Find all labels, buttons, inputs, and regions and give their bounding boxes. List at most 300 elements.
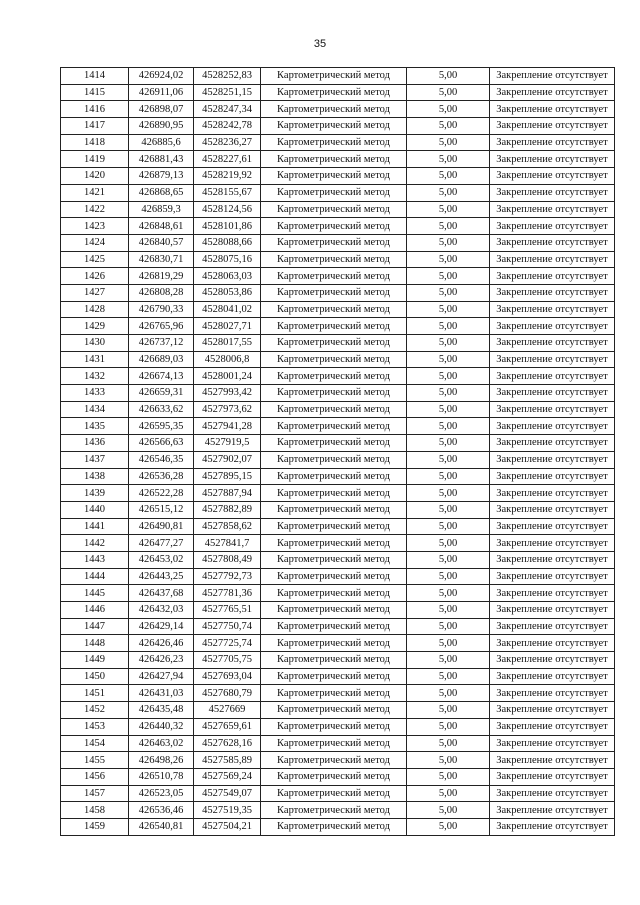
x-coordinate-cell: 426536,28 bbox=[129, 468, 194, 485]
fixation-cell: Закрепление отсутствует bbox=[490, 318, 615, 335]
point-number-cell: 1437 bbox=[61, 451, 129, 468]
method-cell: Картометрический метод bbox=[261, 501, 407, 518]
table-row bbox=[61, 602, 615, 619]
x-coordinate-cell: 426848,61 bbox=[129, 218, 194, 235]
table-row bbox=[61, 451, 615, 468]
method-cell: Картометрический метод bbox=[261, 284, 407, 301]
y-coordinate-cell: 4528063,03 bbox=[194, 268, 261, 285]
point-number-cell: 1418 bbox=[61, 134, 129, 151]
method-cell: Картометрический метод bbox=[261, 535, 407, 552]
method-cell: Картометрический метод bbox=[261, 518, 407, 535]
method-cell: Картометрический метод bbox=[261, 585, 407, 602]
y-coordinate-cell: 4527680,79 bbox=[194, 685, 261, 702]
y-coordinate-cell: 4527705,75 bbox=[194, 652, 261, 669]
accuracy-cell: 5,00 bbox=[407, 268, 490, 285]
y-coordinate-cell: 4527585,89 bbox=[194, 752, 261, 769]
method-cell: Картометрический метод bbox=[261, 368, 407, 385]
fixation-cell: Закрепление отсутствует bbox=[490, 652, 615, 669]
accuracy-cell: 5,00 bbox=[407, 718, 490, 735]
accuracy-cell: 5,00 bbox=[407, 201, 490, 218]
y-coordinate-cell: 4527781,36 bbox=[194, 585, 261, 602]
point-number-cell: 1416 bbox=[61, 101, 129, 118]
x-coordinate-cell: 426595,35 bbox=[129, 418, 194, 435]
y-coordinate-cell: 4527808,49 bbox=[194, 551, 261, 568]
point-number-cell: 1414 bbox=[61, 68, 129, 85]
x-coordinate-cell: 426808,28 bbox=[129, 284, 194, 301]
accuracy-cell: 5,00 bbox=[407, 118, 490, 135]
fixation-cell: Закрепление отсутствует bbox=[490, 602, 615, 619]
fixation-cell: Закрепление отсутствует bbox=[490, 435, 615, 452]
x-coordinate-cell: 426498,26 bbox=[129, 752, 194, 769]
method-cell: Картометрический метод bbox=[261, 818, 407, 835]
accuracy-cell: 5,00 bbox=[407, 251, 490, 268]
page-number: 35 bbox=[313, 38, 327, 50]
table-row bbox=[61, 335, 615, 352]
x-coordinate-cell: 426463,02 bbox=[129, 735, 194, 752]
method-cell: Картометрический метод bbox=[261, 101, 407, 118]
accuracy-cell: 5,00 bbox=[407, 685, 490, 702]
fixation-cell: Закрепление отсутствует bbox=[490, 301, 615, 318]
x-coordinate-cell: 426426,23 bbox=[129, 652, 194, 669]
y-coordinate-cell: 4527750,74 bbox=[194, 618, 261, 635]
table-row bbox=[61, 618, 615, 635]
table-row bbox=[61, 485, 615, 502]
accuracy-cell: 5,00 bbox=[407, 385, 490, 402]
point-number-cell: 1450 bbox=[61, 668, 129, 685]
point-number-cell: 1454 bbox=[61, 735, 129, 752]
fixation-cell: Закрепление отсутствует bbox=[490, 702, 615, 719]
y-coordinate-cell: 4527895,15 bbox=[194, 468, 261, 485]
x-coordinate-cell: 426515,12 bbox=[129, 501, 194, 518]
method-cell: Картометрический метод bbox=[261, 351, 407, 368]
table-row bbox=[61, 702, 615, 719]
x-coordinate-cell: 426868,65 bbox=[129, 184, 194, 201]
coordinates-table bbox=[60, 67, 615, 836]
y-coordinate-cell: 4527941,28 bbox=[194, 418, 261, 435]
x-coordinate-cell: 426633,62 bbox=[129, 401, 194, 418]
fixation-cell: Закрепление отсутствует bbox=[490, 168, 615, 185]
x-coordinate-cell: 426898,07 bbox=[129, 101, 194, 118]
point-number-cell: 1423 bbox=[61, 218, 129, 235]
method-cell: Картометрический метод bbox=[261, 802, 407, 819]
y-coordinate-cell: 4528242,78 bbox=[194, 118, 261, 135]
table-row bbox=[61, 101, 615, 118]
point-number-cell: 1424 bbox=[61, 234, 129, 251]
point-number-cell: 1415 bbox=[61, 84, 129, 101]
accuracy-cell: 5,00 bbox=[407, 451, 490, 468]
y-coordinate-cell: 4527993,42 bbox=[194, 385, 261, 402]
fixation-cell: Закрепление отсутствует bbox=[490, 501, 615, 518]
accuracy-cell: 5,00 bbox=[407, 702, 490, 719]
y-coordinate-cell: 4528041,02 bbox=[194, 301, 261, 318]
x-coordinate-cell: 426819,29 bbox=[129, 268, 194, 285]
fixation-cell: Закрепление отсутствует bbox=[490, 618, 615, 635]
y-coordinate-cell: 4528124,56 bbox=[194, 201, 261, 218]
accuracy-cell: 5,00 bbox=[407, 668, 490, 685]
fixation-cell: Закрепление отсутствует bbox=[490, 802, 615, 819]
method-cell: Картометрический метод bbox=[261, 785, 407, 802]
fixation-cell: Закрепление отсутствует bbox=[490, 768, 615, 785]
accuracy-cell: 5,00 bbox=[407, 301, 490, 318]
point-number-cell: 1449 bbox=[61, 652, 129, 669]
table-row bbox=[61, 668, 615, 685]
accuracy-cell: 5,00 bbox=[407, 401, 490, 418]
fixation-cell: Закрепление отсутствует bbox=[490, 585, 615, 602]
fixation-cell: Закрепление отсутствует bbox=[490, 785, 615, 802]
method-cell: Картометрический метод bbox=[261, 184, 407, 201]
point-number-cell: 1456 bbox=[61, 768, 129, 785]
point-number-cell: 1433 bbox=[61, 385, 129, 402]
x-coordinate-cell: 426429,14 bbox=[129, 618, 194, 635]
table-row bbox=[61, 535, 615, 552]
x-coordinate-cell: 426522,28 bbox=[129, 485, 194, 502]
fixation-cell: Закрепление отсутствует bbox=[490, 418, 615, 435]
table-row bbox=[61, 585, 615, 602]
table-row bbox=[61, 635, 615, 652]
accuracy-cell: 5,00 bbox=[407, 418, 490, 435]
fixation-cell: Закрепление отсутствует bbox=[490, 718, 615, 735]
method-cell: Картометрический метод bbox=[261, 134, 407, 151]
fixation-cell: Закрепление отсутствует bbox=[490, 485, 615, 502]
x-coordinate-cell: 426911,06 bbox=[129, 84, 194, 101]
y-coordinate-cell: 4527519,35 bbox=[194, 802, 261, 819]
table-row bbox=[61, 518, 615, 535]
accuracy-cell: 5,00 bbox=[407, 501, 490, 518]
x-coordinate-cell: 426830,71 bbox=[129, 251, 194, 268]
x-coordinate-cell: 426546,35 bbox=[129, 451, 194, 468]
y-coordinate-cell: 4527549,07 bbox=[194, 785, 261, 802]
accuracy-cell: 5,00 bbox=[407, 818, 490, 835]
y-coordinate-cell: 4528053,86 bbox=[194, 284, 261, 301]
x-coordinate-cell: 426840,57 bbox=[129, 234, 194, 251]
point-number-cell: 1451 bbox=[61, 685, 129, 702]
table-row bbox=[61, 718, 615, 735]
point-number-cell: 1436 bbox=[61, 435, 129, 452]
y-coordinate-cell: 4528006,8 bbox=[194, 351, 261, 368]
accuracy-cell: 5,00 bbox=[407, 284, 490, 301]
table-row bbox=[61, 818, 615, 835]
y-coordinate-cell: 4528155,67 bbox=[194, 184, 261, 201]
method-cell: Картометрический метод bbox=[261, 568, 407, 585]
table-row bbox=[61, 151, 615, 168]
accuracy-cell: 5,00 bbox=[407, 618, 490, 635]
x-coordinate-cell: 426426,46 bbox=[129, 635, 194, 652]
point-number-cell: 1427 bbox=[61, 284, 129, 301]
table-row bbox=[61, 551, 615, 568]
method-cell: Картометрический метод bbox=[261, 468, 407, 485]
accuracy-cell: 5,00 bbox=[407, 551, 490, 568]
method-cell: Картометрический метод bbox=[261, 485, 407, 502]
method-cell: Картометрический метод bbox=[261, 702, 407, 719]
table-row bbox=[61, 234, 615, 251]
fixation-cell: Закрепление отсутствует bbox=[490, 385, 615, 402]
table-row bbox=[61, 768, 615, 785]
table-row bbox=[61, 368, 615, 385]
fixation-cell: Закрепление отсутствует bbox=[490, 218, 615, 235]
point-number-cell: 1421 bbox=[61, 184, 129, 201]
point-number-cell: 1441 bbox=[61, 518, 129, 535]
point-number-cell: 1420 bbox=[61, 168, 129, 185]
method-cell: Картометрический метод bbox=[261, 234, 407, 251]
method-cell: Картометрический метод bbox=[261, 68, 407, 85]
table-row bbox=[61, 568, 615, 585]
fixation-cell: Закрепление отсутствует bbox=[490, 685, 615, 702]
point-number-cell: 1448 bbox=[61, 635, 129, 652]
table-row bbox=[61, 351, 615, 368]
method-cell: Картометрический метод bbox=[261, 551, 407, 568]
fixation-cell: Закрепление отсутствует bbox=[490, 535, 615, 552]
table-row bbox=[61, 418, 615, 435]
table-row bbox=[61, 284, 615, 301]
y-coordinate-cell: 4528227,61 bbox=[194, 151, 261, 168]
y-coordinate-cell: 4527887,94 bbox=[194, 485, 261, 502]
y-coordinate-cell: 4527841,7 bbox=[194, 535, 261, 552]
x-coordinate-cell: 426737,12 bbox=[129, 335, 194, 352]
table-row bbox=[61, 652, 615, 669]
y-coordinate-cell: 4527902,07 bbox=[194, 451, 261, 468]
x-coordinate-cell: 426523,05 bbox=[129, 785, 194, 802]
fixation-cell: Закрепление отсутствует bbox=[490, 668, 615, 685]
x-coordinate-cell: 426885,6 bbox=[129, 134, 194, 151]
y-coordinate-cell: 4528017,55 bbox=[194, 335, 261, 352]
accuracy-cell: 5,00 bbox=[407, 802, 490, 819]
method-cell: Картометрический метод bbox=[261, 451, 407, 468]
point-number-cell: 1438 bbox=[61, 468, 129, 485]
point-number-cell: 1458 bbox=[61, 802, 129, 819]
table-row bbox=[61, 385, 615, 402]
coordinates-table-body bbox=[61, 68, 615, 836]
method-cell: Картометрический метод bbox=[261, 401, 407, 418]
x-coordinate-cell: 426890,95 bbox=[129, 118, 194, 135]
x-coordinate-cell: 426674,13 bbox=[129, 368, 194, 385]
x-coordinate-cell: 426510,78 bbox=[129, 768, 194, 785]
accuracy-cell: 5,00 bbox=[407, 234, 490, 251]
fixation-cell: Закрепление отсутствует bbox=[490, 151, 615, 168]
fixation-cell: Закрепление отсутствует bbox=[490, 451, 615, 468]
y-coordinate-cell: 4527919,5 bbox=[194, 435, 261, 452]
x-coordinate-cell: 426689,03 bbox=[129, 351, 194, 368]
method-cell: Картометрический метод bbox=[261, 301, 407, 318]
x-coordinate-cell: 426881,43 bbox=[129, 151, 194, 168]
table-row bbox=[61, 84, 615, 101]
x-coordinate-cell: 426566,63 bbox=[129, 435, 194, 452]
method-cell: Картометрический метод bbox=[261, 635, 407, 652]
fixation-cell: Закрепление отсутствует bbox=[490, 351, 615, 368]
table-row bbox=[61, 468, 615, 485]
x-coordinate-cell: 426435,48 bbox=[129, 702, 194, 719]
x-coordinate-cell: 426427,94 bbox=[129, 668, 194, 685]
fixation-cell: Закрепление отсутствует bbox=[490, 568, 615, 585]
table-row bbox=[61, 735, 615, 752]
fixation-cell: Закрепление отсутствует bbox=[490, 134, 615, 151]
point-number-cell: 1443 bbox=[61, 551, 129, 568]
fixation-cell: Закрепление отсутствует bbox=[490, 68, 615, 85]
y-coordinate-cell: 4527669 bbox=[194, 702, 261, 719]
point-number-cell: 1417 bbox=[61, 118, 129, 135]
y-coordinate-cell: 4528001,24 bbox=[194, 368, 261, 385]
method-cell: Картометрический метод bbox=[261, 151, 407, 168]
accuracy-cell: 5,00 bbox=[407, 635, 490, 652]
method-cell: Картометрический метод bbox=[261, 435, 407, 452]
point-number-cell: 1430 bbox=[61, 335, 129, 352]
y-coordinate-cell: 4527882,89 bbox=[194, 501, 261, 518]
accuracy-cell: 5,00 bbox=[407, 84, 490, 101]
fixation-cell: Закрепление отсутствует bbox=[490, 118, 615, 135]
accuracy-cell: 5,00 bbox=[407, 68, 490, 85]
point-number-cell: 1422 bbox=[61, 201, 129, 218]
method-cell: Картометрический метод bbox=[261, 735, 407, 752]
y-coordinate-cell: 4527973,62 bbox=[194, 401, 261, 418]
table-row bbox=[61, 802, 615, 819]
point-number-cell: 1432 bbox=[61, 368, 129, 385]
x-coordinate-cell: 426490,81 bbox=[129, 518, 194, 535]
x-coordinate-cell: 426432,03 bbox=[129, 602, 194, 619]
method-cell: Картометрический метод bbox=[261, 168, 407, 185]
method-cell: Картометрический метод bbox=[261, 685, 407, 702]
point-number-cell: 1439 bbox=[61, 485, 129, 502]
y-coordinate-cell: 4528236,27 bbox=[194, 134, 261, 151]
point-number-cell: 1444 bbox=[61, 568, 129, 585]
accuracy-cell: 5,00 bbox=[407, 652, 490, 669]
method-cell: Картометрический метод bbox=[261, 201, 407, 218]
accuracy-cell: 5,00 bbox=[407, 151, 490, 168]
point-number-cell: 1442 bbox=[61, 535, 129, 552]
accuracy-cell: 5,00 bbox=[407, 535, 490, 552]
table-row bbox=[61, 752, 615, 769]
x-coordinate-cell: 426859,3 bbox=[129, 201, 194, 218]
accuracy-cell: 5,00 bbox=[407, 335, 490, 352]
fixation-cell: Закрепление отсутствует bbox=[490, 752, 615, 769]
fixation-cell: Закрепление отсутствует bbox=[490, 818, 615, 835]
method-cell: Картометрический метод bbox=[261, 418, 407, 435]
method-cell: Картометрический метод bbox=[261, 335, 407, 352]
y-coordinate-cell: 4527504,21 bbox=[194, 818, 261, 835]
x-coordinate-cell: 426440,32 bbox=[129, 718, 194, 735]
table-row bbox=[61, 785, 615, 802]
y-coordinate-cell: 4527792,73 bbox=[194, 568, 261, 585]
fixation-cell: Закрепление отсутствует bbox=[490, 268, 615, 285]
method-cell: Картометрический метод bbox=[261, 268, 407, 285]
point-number-cell: 1419 bbox=[61, 151, 129, 168]
method-cell: Картометрический метод bbox=[261, 718, 407, 735]
x-coordinate-cell: 426453,02 bbox=[129, 551, 194, 568]
point-number-cell: 1453 bbox=[61, 718, 129, 735]
y-coordinate-cell: 4527725,74 bbox=[194, 635, 261, 652]
method-cell: Картометрический метод bbox=[261, 618, 407, 635]
point-number-cell: 1447 bbox=[61, 618, 129, 635]
accuracy-cell: 5,00 bbox=[407, 768, 490, 785]
table-row bbox=[61, 201, 615, 218]
accuracy-cell: 5,00 bbox=[407, 134, 490, 151]
fixation-cell: Закрепление отсутствует bbox=[490, 468, 615, 485]
x-coordinate-cell: 426536,46 bbox=[129, 802, 194, 819]
table-row bbox=[61, 184, 615, 201]
method-cell: Картометрический метод bbox=[261, 652, 407, 669]
point-number-cell: 1425 bbox=[61, 251, 129, 268]
accuracy-cell: 5,00 bbox=[407, 101, 490, 118]
point-number-cell: 1446 bbox=[61, 602, 129, 619]
accuracy-cell: 5,00 bbox=[407, 218, 490, 235]
accuracy-cell: 5,00 bbox=[407, 168, 490, 185]
point-number-cell: 1426 bbox=[61, 268, 129, 285]
y-coordinate-cell: 4528075,16 bbox=[194, 251, 261, 268]
method-cell: Картометрический метод bbox=[261, 385, 407, 402]
table-row bbox=[61, 134, 615, 151]
y-coordinate-cell: 4527628,16 bbox=[194, 735, 261, 752]
accuracy-cell: 5,00 bbox=[407, 184, 490, 201]
fixation-cell: Закрепление отсутствует bbox=[490, 184, 615, 201]
x-coordinate-cell: 426540,81 bbox=[129, 818, 194, 835]
x-coordinate-cell: 426924,02 bbox=[129, 68, 194, 85]
table-row bbox=[61, 218, 615, 235]
table-row bbox=[61, 301, 615, 318]
point-number-cell: 1435 bbox=[61, 418, 129, 435]
fixation-cell: Закрепление отсутствует bbox=[490, 84, 615, 101]
x-coordinate-cell: 426765,96 bbox=[129, 318, 194, 335]
accuracy-cell: 5,00 bbox=[407, 568, 490, 585]
method-cell: Картометрический метод bbox=[261, 318, 407, 335]
x-coordinate-cell: 426443,25 bbox=[129, 568, 194, 585]
fixation-cell: Закрепление отсутствует bbox=[490, 335, 615, 352]
y-coordinate-cell: 4528088,66 bbox=[194, 234, 261, 251]
fixation-cell: Закрепление отсутствует bbox=[490, 735, 615, 752]
method-cell: Картометрический метод bbox=[261, 84, 407, 101]
accuracy-cell: 5,00 bbox=[407, 468, 490, 485]
table-row bbox=[61, 118, 615, 135]
accuracy-cell: 5,00 bbox=[407, 602, 490, 619]
fixation-cell: Закрепление отсутствует bbox=[490, 518, 615, 535]
fixation-cell: Закрепление отсутствует bbox=[490, 101, 615, 118]
point-number-cell: 1445 bbox=[61, 585, 129, 602]
y-coordinate-cell: 4528251,15 bbox=[194, 84, 261, 101]
point-number-cell: 1428 bbox=[61, 301, 129, 318]
accuracy-cell: 5,00 bbox=[407, 318, 490, 335]
y-coordinate-cell: 4528027,71 bbox=[194, 318, 261, 335]
point-number-cell: 1431 bbox=[61, 351, 129, 368]
fixation-cell: Закрепление отсутствует bbox=[490, 234, 615, 251]
y-coordinate-cell: 4527659,61 bbox=[194, 718, 261, 735]
y-coordinate-cell: 4528252,83 bbox=[194, 68, 261, 85]
method-cell: Картометрический метод bbox=[261, 602, 407, 619]
point-number-cell: 1440 bbox=[61, 501, 129, 518]
fixation-cell: Закрепление отсутствует bbox=[490, 551, 615, 568]
y-coordinate-cell: 4527569,24 bbox=[194, 768, 261, 785]
method-cell: Картометрический метод bbox=[261, 251, 407, 268]
accuracy-cell: 5,00 bbox=[407, 735, 490, 752]
fixation-cell: Закрепление отсутствует bbox=[490, 635, 615, 652]
accuracy-cell: 5,00 bbox=[407, 368, 490, 385]
accuracy-cell: 5,00 bbox=[407, 435, 490, 452]
y-coordinate-cell: 4527765,51 bbox=[194, 602, 261, 619]
method-cell: Картометрический метод bbox=[261, 218, 407, 235]
fixation-cell: Закрепление отсутствует bbox=[490, 284, 615, 301]
accuracy-cell: 5,00 bbox=[407, 585, 490, 602]
x-coordinate-cell: 426659,31 bbox=[129, 385, 194, 402]
table-row bbox=[61, 435, 615, 452]
table-row bbox=[61, 251, 615, 268]
point-number-cell: 1434 bbox=[61, 401, 129, 418]
table-row bbox=[61, 501, 615, 518]
fixation-cell: Закрепление отсутствует bbox=[490, 401, 615, 418]
x-coordinate-cell: 426790,33 bbox=[129, 301, 194, 318]
y-coordinate-cell: 4528101,86 bbox=[194, 218, 261, 235]
table-row bbox=[61, 685, 615, 702]
fixation-cell: Закрепление отсутствует bbox=[490, 251, 615, 268]
x-coordinate-cell: 426477,27 bbox=[129, 535, 194, 552]
table-row bbox=[61, 168, 615, 185]
y-coordinate-cell: 4527858,62 bbox=[194, 518, 261, 535]
x-coordinate-cell: 426879,13 bbox=[129, 168, 194, 185]
